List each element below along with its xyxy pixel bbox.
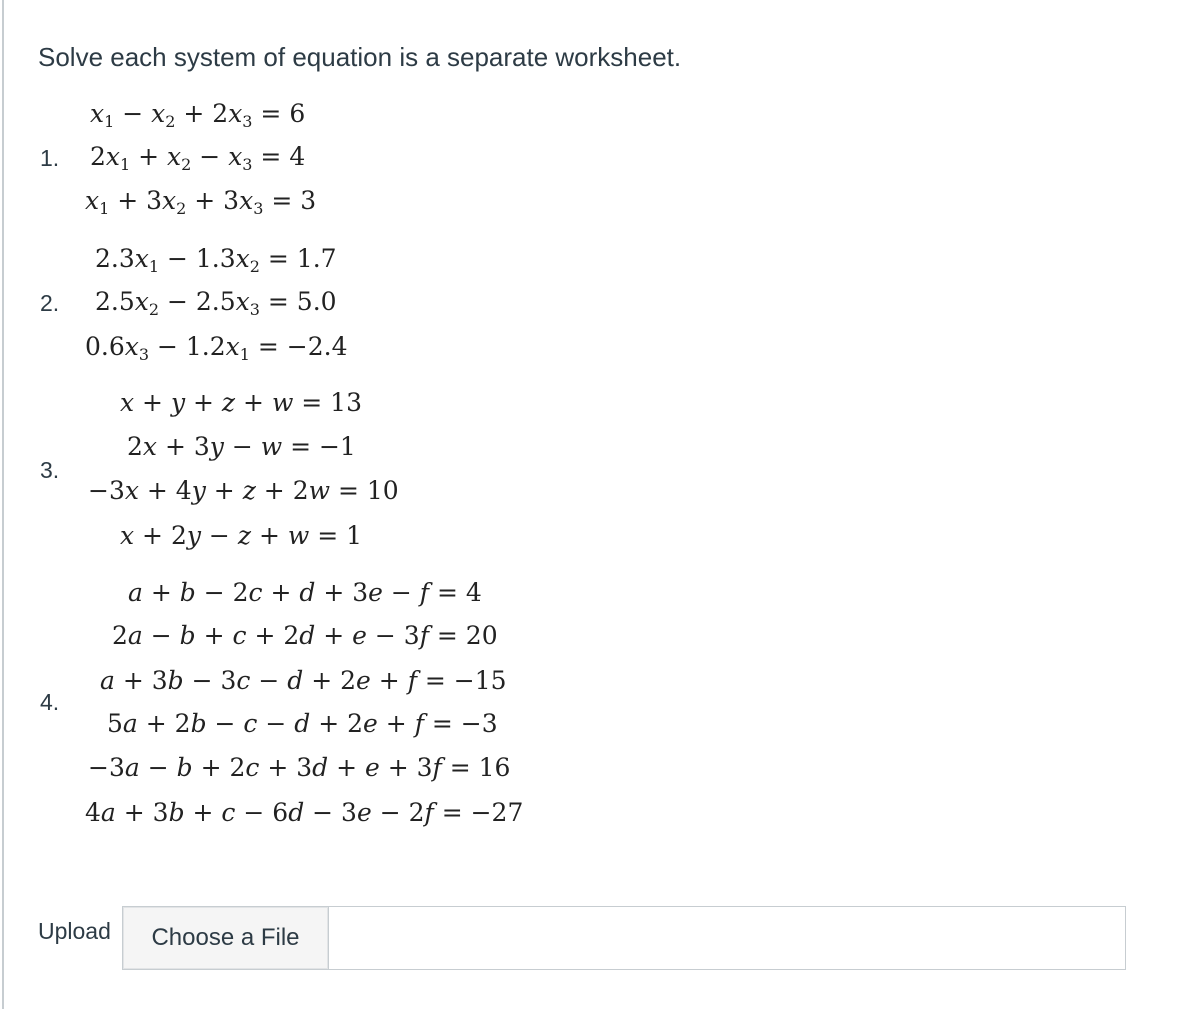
problem-3-equation-1: x + y + z + w = 13	[120, 388, 362, 417]
problem-4-equation-6: 4a + 3b + c − 6d − 3e − 2f = −27	[85, 798, 524, 827]
upload-row	[38, 906, 1128, 972]
problem-4-equation-4: 5a + 2b − c − d + 2e + f = −3	[107, 709, 498, 738]
choose-file-button[interactable]: Choose a File	[123, 907, 329, 969]
problem-2-equation-1: $2.3x_1 - 1.3x_2 = 1.7$	[95, 244, 337, 276]
problem-4-number: 4.	[40, 689, 60, 715]
upload-label: Upload	[38, 918, 111, 944]
problem-2-number: 2.	[40, 290, 60, 316]
problem-4-equation-5: −3a − b + 2c + 3d + e + 3f = 16	[88, 753, 511, 782]
left-border	[2, 0, 4, 1009]
problem-1-equation-1: $x_1 - x_2 + 2x_3 = 6$	[90, 99, 306, 131]
problem-3-equation-4: x + 2y − z + w = 1	[120, 521, 362, 550]
problem-1-equation-2: $2x_1 + x_2 - x_3 = 4$	[90, 142, 306, 174]
problem-4-equation-2: 2a − b + c + 2d + e − 3f = 20	[112, 621, 498, 650]
problem-3-number: 3.	[40, 457, 60, 483]
instruction-text: Solve each system of equation is a separate worksheet.	[38, 42, 682, 72]
problem-4-equation-3: a + 3b − 3c − d + 2e + f = −15	[100, 666, 507, 695]
problem-3-equation-3: −3x + 4y + z + 2w = 10	[88, 476, 399, 505]
file-upload-field[interactable]	[122, 906, 1126, 970]
problem-1-number: 1.	[40, 145, 60, 171]
problem-3-equation-2: 2x + 3y − w = −1	[127, 432, 356, 461]
problem-1-equation-3: $x_1 + 3x_2 + 3x_3 = 3$	[85, 186, 317, 218]
problem-2-equation-2: $2.5x_2 - 2.5x_3 = 5.0$	[95, 287, 337, 319]
problem-2-equation-3: $0.6x_3 - 1.2x_1 = -2.4$	[85, 332, 348, 364]
problem-4-equation-1: a + b − 2c + d + 3e − f = 4	[128, 578, 482, 607]
